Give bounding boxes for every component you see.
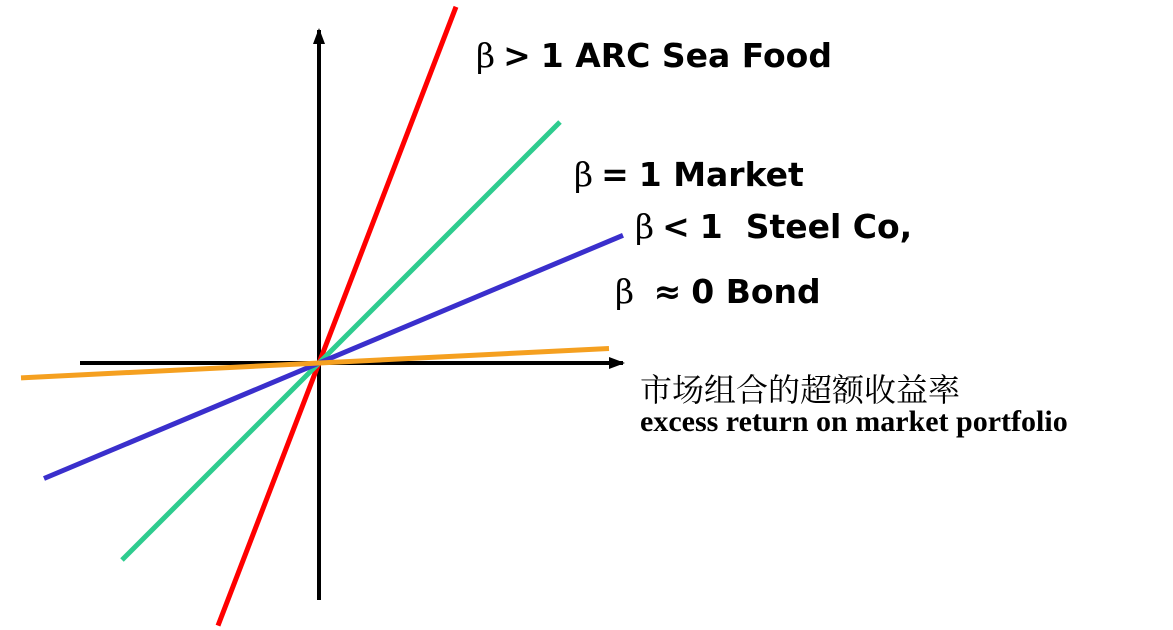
x-axis-label-chinese: 市场组合的超额收益率	[640, 371, 961, 409]
label-steel-co	[635, 207, 912, 246]
series-name: Market	[673, 155, 804, 194]
beta-line-market	[122, 122, 560, 560]
relation-symbol: <	[662, 207, 690, 246]
label-bond	[615, 272, 821, 311]
beta-symbol: β	[476, 36, 496, 75]
beta-value: 1	[540, 36, 564, 75]
label-market	[574, 155, 804, 194]
beta-lines	[21, 7, 623, 626]
x-axis-label-english: excess return on market portfolio	[640, 405, 1068, 438]
beta-line-arc-sea-food	[218, 7, 456, 626]
beta-symbol: β	[615, 272, 635, 311]
relation-symbol: =	[601, 155, 629, 194]
relation-symbol: >	[503, 36, 531, 75]
beta-line-steel-co	[44, 235, 623, 478]
beta-value: 1	[699, 207, 723, 246]
beta-symbol: β	[574, 155, 594, 194]
beta-symbol: β	[635, 207, 655, 246]
series-name: Bond	[725, 272, 821, 311]
series-name: Steel Co,	[745, 207, 913, 246]
relation-symbol: ≈	[653, 272, 682, 311]
label-arc-sea-food	[476, 36, 832, 75]
series-name: ARC Sea Food	[575, 36, 832, 75]
beta-value: 0	[691, 272, 715, 311]
beta-value: 1	[638, 155, 662, 194]
